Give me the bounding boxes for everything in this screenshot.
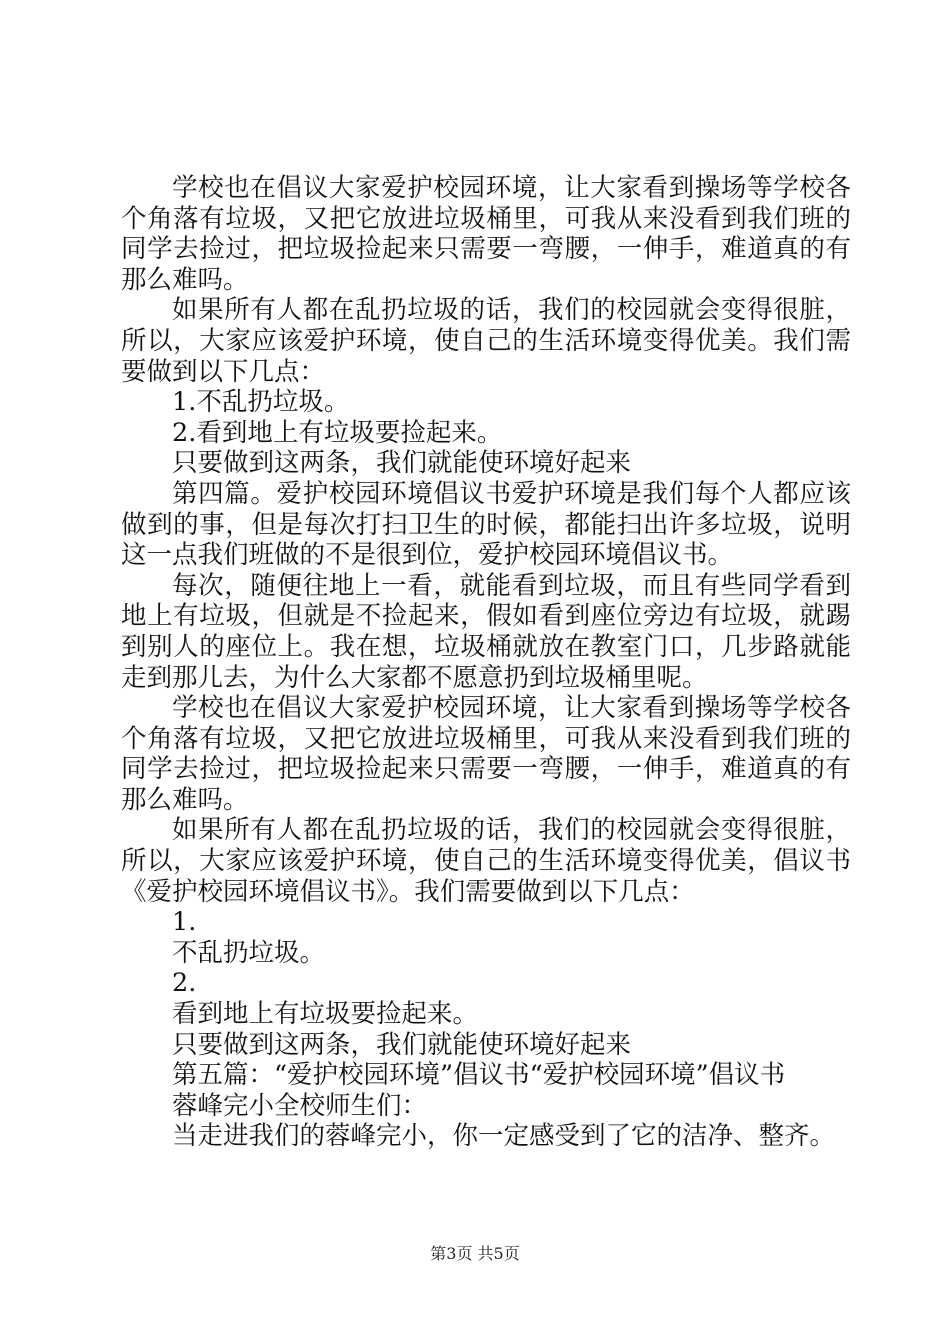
- list-item: 2.看到地上有垃圾要捡起来。: [172, 417, 503, 448]
- section-heading-paragraph: 第五篇：“爱护校园环境”倡议书“爱护校园环境”倡议书: [172, 1060, 786, 1091]
- page-number-footer: 第3页 共5页: [430, 1244, 520, 1263]
- list-item: 1.不乱扔垃圾。: [172, 387, 350, 418]
- paragraph: 如果所有人都在乱扔垃圾的话，我们的校园就会变得很脏，所以，大家应该爱护环境，使自己的生活环境变得优美，倡议书《爱护校园环境倡议书》。我们需要做到以下几点：: [121, 815, 851, 907]
- paragraph: 只要做到这两条，我们就能使环境好起来: [172, 1029, 632, 1060]
- salutation: 蓉峰完小全校师生们：: [172, 1090, 428, 1121]
- paragraph: 每次，随便往地上一看，就能看到垃圾，而且有些同学看到地上有垃圾，但就是不捡起来，假如看到座位旁边有垃圾，就踢到别人的座位上。我在想，垃圾桶就放在教室门口，几步路就能走到那儿去，为什么大家都不愿意扔到垃圾桶里呢。: [121, 570, 851, 693]
- paragraph: 如果所有人都在乱扔垃圾的话，我们的校园就会变得很脏，所以，大家应该爱护环境，使自己的生活环境变得优美。我们需要做到以下几点：: [121, 295, 851, 387]
- list-number: 2.: [172, 968, 197, 999]
- paragraph: 学校也在倡议大家爱护校园环境，让大家看到操场等学校各个角落有垃圾，又把它放进垃圾桶里，可我从来没看到我们班的同学去捡过，把垃圾捡起来只需要一弯腰，一伸手，难道真的有那么难吗。: [121, 693, 851, 815]
- list-number: 1.: [172, 907, 197, 938]
- list-item: 看到地上有垃圾要捡起来。: [172, 999, 479, 1030]
- paragraph: 学校也在倡议大家爱护校园环境，让大家看到操场等学校各个角落有垃圾，又把它放进垃圾桶里，可我从来没看到我们班的同学去捡过，把垃圾捡起来只需要一弯腰，一伸手，难道真的有那么难吗。: [121, 173, 851, 295]
- document-body: [121, 173, 851, 1152]
- list-item: 不乱扔垃圾。: [172, 937, 326, 968]
- section-heading-paragraph: 第四篇。爱护校园环境倡议书爱护环境是我们每个人都应该做到的事，但是每次打扫卫生的时候，都能扫出许多垃圾，说明这一点我们班做的不是很到位，爱护校园环境倡议书。: [121, 478, 851, 571]
- paragraph: 只要做到这两条，我们就能使环境好起来: [172, 448, 632, 479]
- paragraph: 当走进我们的蓉峰完小，你一定感受到了它的洁净、整齐。: [172, 1121, 836, 1152]
